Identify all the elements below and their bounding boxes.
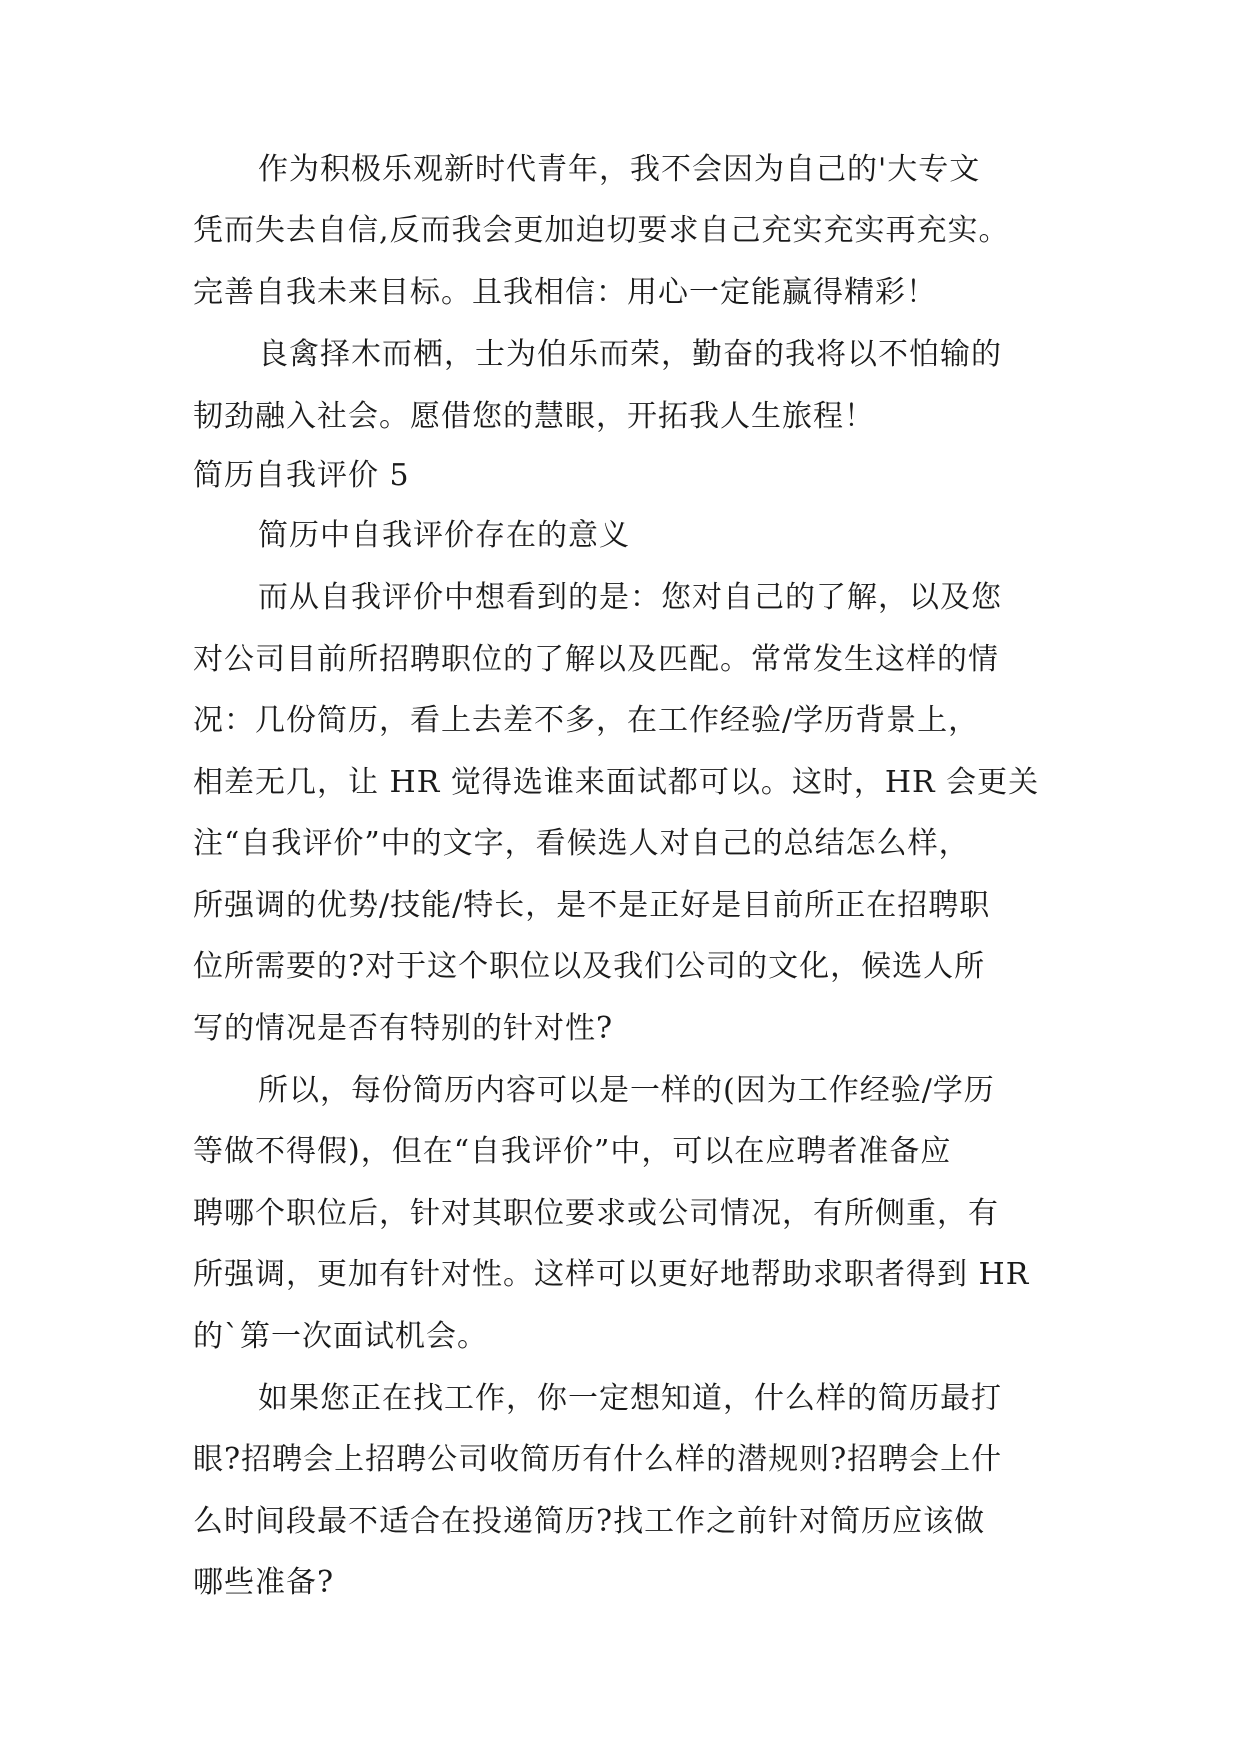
paragraph-5-line-4: 哪些准备?: [193, 1565, 335, 1600]
paragraph-4-line-3: 聘哪个职位后，针对其职位要求或公司情况，有所侧重，有: [193, 1196, 999, 1231]
paragraph-5-line-1: 如果您正在找工作，你一定想知道，什么样的简历最打: [258, 1381, 1002, 1416]
paragraph-1-line-1: 作为积极乐观新时代青年，我不会因为自己的'大专文: [258, 152, 981, 187]
paragraph-3-line-7: 位所需要的?对于这个职位以及我们公司的文化，候选人所: [193, 949, 986, 984]
paragraph-5-line-2: 眼?招聘会上招聘公司收简历有什么样的潜规则?招聘会上什: [193, 1442, 1003, 1477]
paragraph-4-line-1: 所以，每份简历内容可以是一样的(因为工作经验/学历: [258, 1073, 995, 1108]
paragraph-5-line-3: 么时间段最不适合在投递简历?找工作之前针对简历应该做: [193, 1504, 986, 1539]
paragraph-3-line-8: 写的情况是否有特别的针对性?: [193, 1011, 614, 1046]
paragraph-2-line-1: 良禽择木而栖，士为伯乐而荣，勤奋的我将以不怕输的: [258, 337, 1002, 372]
paragraph-3-line-3: 况：几份简历，看上去差不多，在工作经验/学历背景上，: [193, 703, 980, 738]
paragraph-3-line-6: 所强调的优势/技能/特长，是不是正好是目前所正在招聘职: [193, 888, 991, 923]
subheading: 简历中自我评价存在的意义: [258, 518, 630, 553]
paragraph-4-line-4: 所强调，更加有针对性。这样可以更好地帮助求职者得到 HR: [193, 1257, 1030, 1292]
paragraph-3-line-4: 相差无几，让 HR 觉得选谁来面试都可以。这时，HR 会更关: [193, 765, 1040, 800]
section-heading: 简历自我评价 5: [193, 458, 410, 493]
paragraph-1-line-2: 凭而失去自信,反而我会更加迫切要求自己充实充实再充实。: [193, 213, 1010, 248]
paragraph-3-line-1: 而从自我评价中想看到的是：您对自己的了解，以及您: [258, 580, 1002, 615]
paragraph-1-line-3: 完善自我未来目标。且我相信：用心一定能赢得精彩！: [193, 275, 937, 310]
paragraph-4-line-5: 的`第一次面试机会。: [193, 1319, 488, 1354]
paragraph-3-line-2: 对公司目前所招聘职位的了解以及匹配。常常发生这样的情: [193, 642, 999, 677]
paragraph-4-line-2: 等做不得假)，但在“自我评价”中，可以在应聘者准备应: [193, 1134, 952, 1169]
paragraph-2-line-2: 韧劲融入社会。愿借您的慧眼，开拓我人生旅程！: [193, 399, 875, 434]
paragraph-3-line-5: 注“自我评价”中的文字，看候选人对自己的总结怎么样，: [193, 826, 970, 861]
